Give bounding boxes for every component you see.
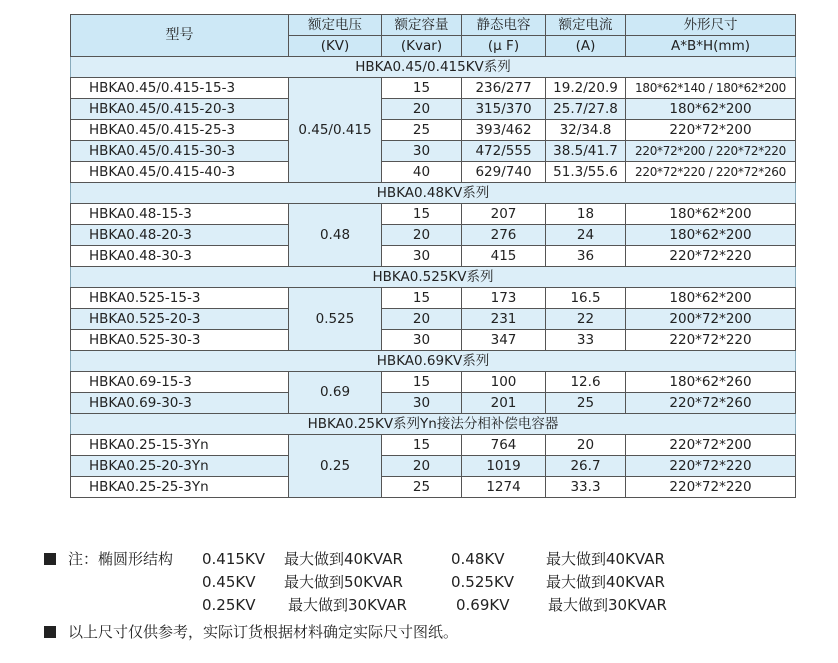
capacitance-cell: 201 xyxy=(462,393,546,414)
capacitance-cell: 764 xyxy=(462,435,546,456)
model-cell: HBKA0.45/0.415-20-3 xyxy=(71,99,289,120)
model-cell: HBKA0.69-30-3 xyxy=(71,393,289,414)
capacity-cell: 40 xyxy=(382,162,462,183)
header-size: 外形尺寸 xyxy=(626,15,796,36)
voltage-cell: 0.48 xyxy=(289,204,382,267)
current-cell: 22 xyxy=(546,309,626,330)
voltage-cell: 0.525 xyxy=(289,288,382,351)
size-cell: 220*72*220 xyxy=(626,330,796,351)
current-cell: 36 xyxy=(546,246,626,267)
table-row xyxy=(71,288,796,309)
current-cell: 19.2/20.9 xyxy=(546,78,626,99)
model-cell: HBKA0.525-15-3 xyxy=(71,288,289,309)
model-cell: HBKA0.525-30-3 xyxy=(71,330,289,351)
size-cell: 200*72*200 xyxy=(626,309,796,330)
model-cell: HBKA0.25-20-3Yn xyxy=(71,456,289,477)
model-cell: HBKA0.45/0.415-25-3 xyxy=(71,120,289,141)
capacitance-cell: 315/370 xyxy=(462,99,546,120)
capacity-cell: 15 xyxy=(382,78,462,99)
model-cell: HBKA0.48-20-3 xyxy=(71,225,289,246)
note-voltage: 0.48KV xyxy=(451,550,505,568)
note-voltage: 0.25KV xyxy=(202,596,256,614)
note-max: 最大做到40KVAR xyxy=(284,550,403,568)
capacitance-cell: 1019 xyxy=(462,456,546,477)
capacity-cell: 25 xyxy=(382,120,462,141)
size-cell: 180*62*140 / 180*62*200 xyxy=(626,78,796,99)
note-voltage: 0.69KV xyxy=(456,596,510,614)
section-title-row xyxy=(71,183,796,204)
current-cell: 25 xyxy=(546,393,626,414)
capacitance-cell: 472/555 xyxy=(462,141,546,162)
section-title-row xyxy=(71,414,796,435)
model-cell: HBKA0.69-15-3 xyxy=(71,372,289,393)
size-cell: 220*72*260 xyxy=(626,393,796,414)
table-row xyxy=(71,435,796,456)
capacitance-cell: 173 xyxy=(462,288,546,309)
current-cell: 24 xyxy=(546,225,626,246)
voltage-cell: 0.45/0.415 xyxy=(289,78,382,183)
table-row xyxy=(71,246,796,267)
current-cell: 20 xyxy=(546,435,626,456)
table-row xyxy=(71,393,796,414)
note-text: 以上尺寸仅供参考，实际订货根据材料确定实际尺寸图纸。 xyxy=(68,623,459,641)
model-cell: HBKA0.25-25-3Yn xyxy=(71,477,289,498)
capacity-cell: 20 xyxy=(382,225,462,246)
header-capacitance: 静态电容 xyxy=(462,15,546,36)
header-capacity-unit: (Kvar) xyxy=(382,36,462,57)
square-bullet-icon xyxy=(44,626,56,638)
table-row xyxy=(71,204,796,225)
capacity-cell: 20 xyxy=(382,99,462,120)
note-label: 注：椭圆形结构 xyxy=(68,550,174,568)
note-voltage: 0.525KV xyxy=(451,573,515,591)
capacitance-cell: 231 xyxy=(462,309,546,330)
section-title: HBKA0.525KV系列 xyxy=(71,267,796,288)
header-capacity: 额定容量 xyxy=(382,15,462,36)
size-cell: 220*72*200 xyxy=(626,435,796,456)
capacity-cell: 15 xyxy=(382,435,462,456)
model-cell: HBKA0.45/0.415-40-3 xyxy=(71,162,289,183)
capacity-cell: 20 xyxy=(382,456,462,477)
model-cell: HBKA0.48-30-3 xyxy=(71,246,289,267)
size-cell: 180*62*200 xyxy=(626,204,796,225)
size-cell: 220*72*220 xyxy=(626,456,796,477)
capacitance-cell: 236/277 xyxy=(462,78,546,99)
capacitance-cell: 207 xyxy=(462,204,546,225)
note-max: 最大做到30KVAR xyxy=(288,596,407,614)
model-cell: HBKA0.45/0.415-30-3 xyxy=(71,141,289,162)
size-cell: 180*62*200 xyxy=(626,225,796,246)
section-title: HBKA0.45/0.415KV系列 xyxy=(71,57,796,78)
capacitance-cell: 1274 xyxy=(462,477,546,498)
table-row xyxy=(71,78,796,99)
current-cell: 12.6 xyxy=(546,372,626,393)
voltage-cell: 0.25 xyxy=(289,435,382,498)
capacity-cell: 15 xyxy=(382,204,462,225)
note-2 xyxy=(44,620,744,644)
note-voltage: 0.45KV xyxy=(202,573,256,591)
capacity-cell: 30 xyxy=(382,141,462,162)
current-cell: 26.7 xyxy=(546,456,626,477)
capacitance-cell: 276 xyxy=(462,225,546,246)
current-cell: 38.5/41.7 xyxy=(546,141,626,162)
header-size-unit: A*B*H(mm) xyxy=(626,36,796,57)
table-row xyxy=(71,162,796,183)
table-row xyxy=(71,309,796,330)
capacity-cell: 25 xyxy=(382,477,462,498)
current-cell: 25.7/27.8 xyxy=(546,99,626,120)
header-current: 额定电流 xyxy=(546,15,626,36)
size-cell: 220*72*220 xyxy=(626,477,796,498)
section-title: HBKA0.48KV系列 xyxy=(71,183,796,204)
header-voltage-unit: (KV) xyxy=(289,36,382,57)
header-current-unit: (A) xyxy=(546,36,626,57)
capacity-cell: 15 xyxy=(382,372,462,393)
square-bullet-icon xyxy=(44,553,56,565)
table-row xyxy=(71,477,796,498)
note-max: 最大做到30KVAR xyxy=(548,596,667,614)
header-row xyxy=(71,15,796,36)
size-cell: 180*62*200 xyxy=(626,99,796,120)
table-row xyxy=(71,330,796,351)
table-row xyxy=(71,456,796,477)
section-title-row xyxy=(71,351,796,372)
model-cell: HBKA0.48-15-3 xyxy=(71,204,289,225)
table-row xyxy=(71,141,796,162)
current-cell: 16.5 xyxy=(546,288,626,309)
spec-table xyxy=(70,14,796,498)
size-cell: 220*72*220 / 220*72*260 xyxy=(626,162,796,183)
capacity-cell: 30 xyxy=(382,246,462,267)
capacitance-cell: 347 xyxy=(462,330,546,351)
model-cell: HBKA0.525-20-3 xyxy=(71,309,289,330)
current-cell: 33.3 xyxy=(546,477,626,498)
voltage-cell: 0.69 xyxy=(289,372,382,414)
header-capacitance-unit: (μ F) xyxy=(462,36,546,57)
size-cell: 220*72*200 xyxy=(626,120,796,141)
current-cell: 18 xyxy=(546,204,626,225)
table-row xyxy=(71,120,796,141)
capacitance-cell: 100 xyxy=(462,372,546,393)
current-cell: 51.3/55.6 xyxy=(546,162,626,183)
header-voltage: 额定电压 xyxy=(289,15,382,36)
size-cell: 220*72*220 xyxy=(626,246,796,267)
table-row xyxy=(71,225,796,246)
model-cell: HBKA0.25-15-3Yn xyxy=(71,435,289,456)
capacity-cell: 15 xyxy=(382,288,462,309)
note-max: 最大做到40KVAR xyxy=(546,573,665,591)
size-cell: 220*72*200 / 220*72*220 xyxy=(626,141,796,162)
capacitance-cell: 415 xyxy=(462,246,546,267)
note-max: 最大做到40KVAR xyxy=(546,550,665,568)
current-cell: 32/34.8 xyxy=(546,120,626,141)
model-cell: HBKA0.45/0.415-15-3 xyxy=(71,78,289,99)
size-cell: 180*62*200 xyxy=(626,288,796,309)
capacity-cell: 30 xyxy=(382,393,462,414)
capacity-cell: 20 xyxy=(382,309,462,330)
table-row xyxy=(71,99,796,120)
capacitance-cell: 629/740 xyxy=(462,162,546,183)
capacity-cell: 30 xyxy=(382,330,462,351)
note-voltage: 0.415KV xyxy=(202,550,266,568)
section-title-row xyxy=(71,57,796,78)
size-cell: 180*62*260 xyxy=(626,372,796,393)
table-row xyxy=(71,372,796,393)
section-title: HBKA0.25KV系列Yn接法分相补偿电容器 xyxy=(71,414,796,435)
section-title: HBKA0.69KV系列 xyxy=(71,351,796,372)
capacitance-cell: 393/462 xyxy=(462,120,546,141)
section-title-row xyxy=(71,267,796,288)
note-max: 最大做到50KVAR xyxy=(284,573,403,591)
header-model: 型号 xyxy=(71,15,289,57)
current-cell: 33 xyxy=(546,330,626,351)
